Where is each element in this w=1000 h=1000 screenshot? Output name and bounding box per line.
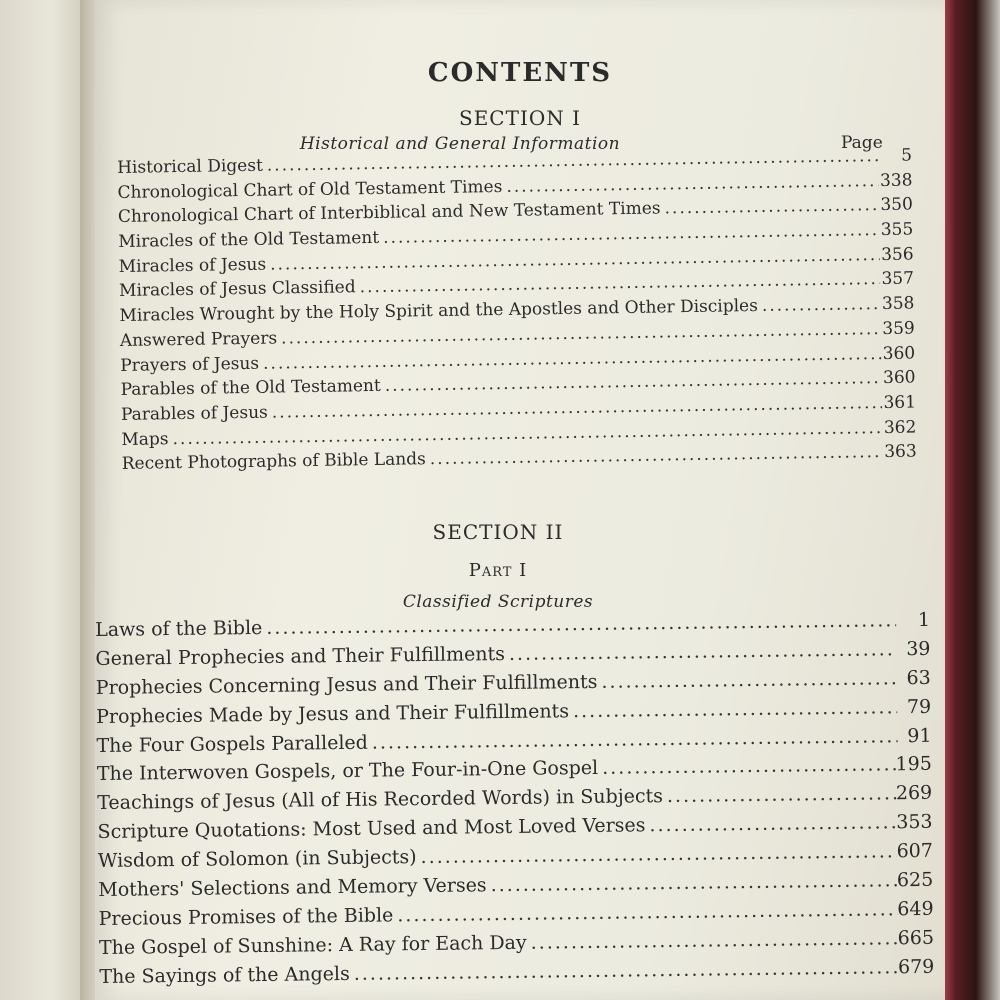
section-2-subtitle: Classified Scriptures xyxy=(402,592,594,612)
toc-entry-title: Prophecies Made by Jesus and Their Fulfillments xyxy=(96,699,570,728)
dot-leader xyxy=(486,869,897,896)
toc-entry-page-number: 357 xyxy=(881,268,915,290)
toc-entry-title: Miracles of the Old Testament xyxy=(118,227,380,253)
toc-entry-page-number: 665 xyxy=(897,926,935,950)
dot-leader xyxy=(758,294,881,316)
toc-entry-title: Miracles Wrought by the Holy Spirit and the Apostles and Other Disciples xyxy=(119,296,759,327)
toc-entry-title: Recent Photographs of Bible Lands xyxy=(121,449,426,475)
toc-entry-page-number: 5 xyxy=(901,145,913,166)
section-1-heading: SECTION I xyxy=(459,106,581,130)
toc-entry-title: Answered Prayers xyxy=(119,328,278,351)
toc-entry-page-number: 679 xyxy=(897,955,935,978)
contents-page xyxy=(95,0,945,1000)
toc-entry-page-number: 91 xyxy=(907,724,932,747)
toc-entry-page-number: 39 xyxy=(906,637,931,660)
book-cover-edge xyxy=(940,0,1000,1000)
dot-leader xyxy=(527,927,898,954)
dot-leader xyxy=(597,667,897,693)
section-1-entries xyxy=(117,146,917,479)
dot-leader xyxy=(645,811,896,836)
toc-entry-page-number: 353 xyxy=(896,811,933,834)
toc-entry-page-number: 350 xyxy=(880,194,913,216)
toc-entry-title: Precious Promises of the Bible xyxy=(98,904,394,930)
dot-leader xyxy=(660,195,879,218)
toc-entry-title: Parables of the Old Testament xyxy=(120,376,381,401)
toc-entry-title: The Gospel of Sunshine: A Ray for Each Day xyxy=(98,931,527,959)
toc-entry-page-number: 358 xyxy=(881,293,915,315)
dot-leader xyxy=(505,638,897,665)
toc-entry-title: Laws of the Bible xyxy=(95,616,263,641)
toc-entry-page-number: 360 xyxy=(882,367,916,389)
toc-entry-title: Scripture Quotations: Most Used and Most Loved Verses xyxy=(97,814,646,844)
toc-entry-title: Prayers of Jesus xyxy=(120,353,260,376)
toc-entry-page-number: 359 xyxy=(882,318,915,339)
dot-leader xyxy=(598,754,896,780)
page-title: CONTENTS xyxy=(427,58,613,88)
toc-entry-title: Chronological Chart of Interbiblical and New Testament Times xyxy=(117,198,661,228)
toc-entry-title: Teachings of Jesus (All of His Recorded Words) in Subjects xyxy=(97,785,664,815)
toc-entry-page-number: 363 xyxy=(884,441,917,463)
toc-entry-title: The Interwoven Gospels, or The Four-in-One Gospel xyxy=(96,757,599,786)
toc-entry-title: Chronological Chart of Old Testament Times xyxy=(117,176,503,203)
section-1-subtitle: Historical and General Information xyxy=(299,134,621,154)
toc-entry-page-number: 63 xyxy=(906,666,931,689)
part-1-heading: Part I xyxy=(468,560,528,581)
dot-leader xyxy=(569,696,897,722)
toc-entry-title: Mothers' Selections and Memory Verses xyxy=(98,874,487,901)
toc-entry-page-number: 355 xyxy=(880,219,914,241)
toc-entry-title: Historical Digest xyxy=(117,155,263,178)
toc-entry-page-number: 625 xyxy=(896,868,934,892)
toc-entry-title: Parables of Jesus xyxy=(120,402,268,425)
toc-entry-page-number: 269 xyxy=(895,782,933,805)
toc-entry-title: Miracles of Jesus Classified xyxy=(118,277,356,302)
section-2-entries xyxy=(95,609,935,995)
toc-entry-title: General Prophecies and Their Fulfillments xyxy=(95,642,506,670)
page-column-label: Page xyxy=(841,133,883,153)
toc-entry-page-number: 362 xyxy=(883,417,917,438)
toc-entry-page-number: 649 xyxy=(897,897,934,921)
toc-entry-page-number: 79 xyxy=(906,695,932,718)
toc-entry-title: The Sayings of the Angels xyxy=(99,962,350,988)
toc-entry-page-number: 360 xyxy=(882,342,916,364)
toc-entry-title: Miracles of Jesus xyxy=(118,254,267,277)
toc-entry-page-number: 607 xyxy=(896,839,934,863)
dot-leader xyxy=(262,609,896,639)
toc-entry-page-number: 1 xyxy=(917,608,931,631)
toc-entry-title: Prophecies Concerning Jesus and Their Fulfillments xyxy=(95,670,598,699)
toc-entry-title: Wisdom of Solomon (in Subjects) xyxy=(97,846,417,873)
toc-entry-page-number: 338 xyxy=(879,170,913,191)
section-2-heading: SECTION II xyxy=(432,520,564,544)
toc-entry-title: The Four Gospels Paralleled xyxy=(96,731,368,757)
toc-entry-page-number: 361 xyxy=(883,392,917,413)
dot-leader xyxy=(416,840,896,868)
toc-entry-page-number: 195 xyxy=(895,753,932,776)
toc-entry-page-number: 356 xyxy=(881,244,914,265)
toc-entry-title: Maps xyxy=(121,428,169,450)
dot-leader xyxy=(663,783,896,808)
